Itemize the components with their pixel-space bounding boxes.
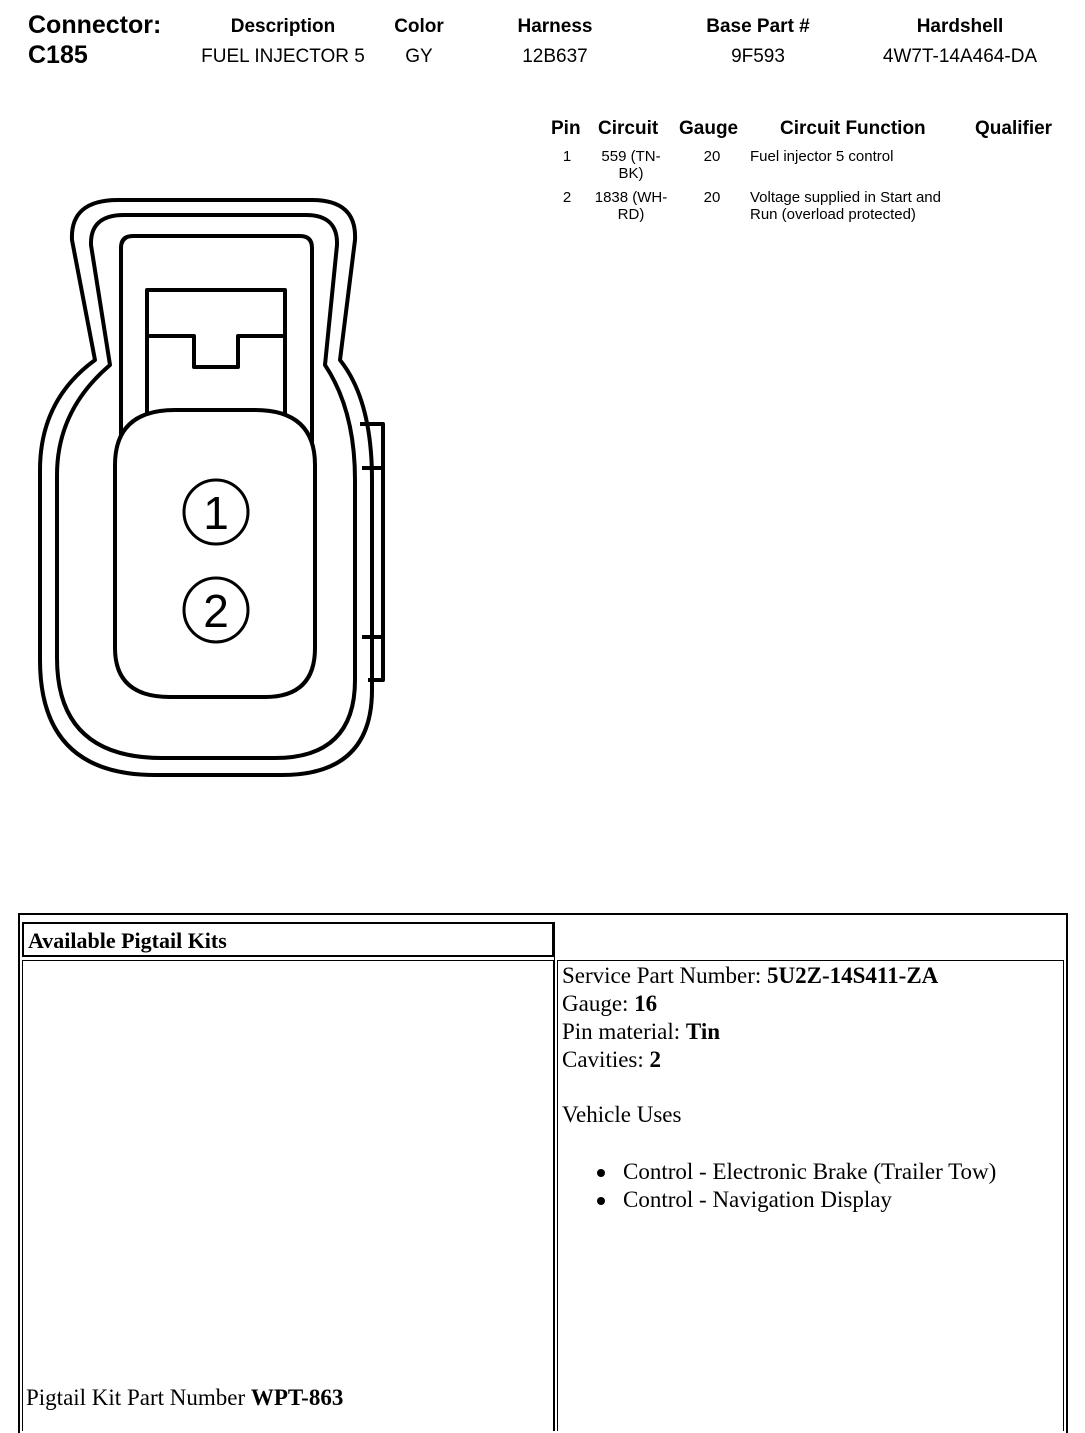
pin-header-function: Circuit Function (780, 118, 926, 139)
connector-heading (28, 10, 161, 70)
pin-function-line2: Run (overload protected) (750, 206, 916, 223)
pin-number: 2 (562, 189, 572, 206)
service-part-value: 5U2Z-14S411-ZA (767, 963, 939, 988)
cavities-value: 2 (649, 1047, 662, 1072)
pin-material-value: Tin (685, 1019, 721, 1044)
column-divider (554, 922, 555, 1431)
pin-circuit-line2: BK) (618, 165, 644, 182)
pin-2-label: 2 (203, 585, 229, 637)
value-base-part: 9F593 (731, 46, 785, 67)
pin-header-gauge: Gauge (679, 118, 739, 139)
list-item (562, 1186, 996, 1214)
cavities-label: Cavities: (562, 1047, 650, 1072)
pin-circuit (586, 189, 676, 223)
pin-face (115, 410, 315, 697)
gauge-value: 16 (634, 991, 658, 1016)
vehicle-uses-heading: Vehicle Uses (562, 1102, 682, 1127)
pin-number: 1 (562, 148, 572, 165)
service-part-number (562, 963, 938, 989)
pin-function (750, 189, 980, 223)
use-text: Control - Electronic Brake (Trailer Tow) (623, 1159, 997, 1184)
kit-pn-label: Pigtail Kit Part Number (26, 1385, 251, 1410)
service-part-label: Service Part Number: (562, 963, 768, 988)
gauge-label: Gauge: (562, 991, 635, 1016)
header-harness: Harness (517, 16, 593, 37)
use-text: Control - Navigation Display (623, 1187, 892, 1212)
pin-function-line1: Fuel injector 5 control (750, 148, 894, 165)
bullet-icon (597, 1169, 605, 1177)
connector-label: Connector: (28, 11, 162, 39)
lock-notch (147, 336, 285, 367)
pin-circuit (586, 148, 676, 182)
pin-material-label: Pin material: (562, 1019, 686, 1044)
value-description: FUEL INJECTOR 5 (201, 46, 365, 67)
pin-function-line1: Voltage supplied in Start and (750, 189, 941, 206)
pigtail-image-cell (22, 960, 554, 1431)
pin-material-line (562, 1019, 720, 1045)
pigtail-title: Available Pigtail Kits (28, 928, 227, 953)
pin-circuit-line1: 559 (TN- (601, 148, 661, 165)
list-item (562, 1158, 996, 1186)
pin-header-pin: Pin (551, 118, 581, 139)
cavities-line (562, 1047, 661, 1073)
value-color: GY (405, 46, 433, 67)
pin-circuit-line2: RD) (617, 206, 645, 223)
pin-gauge: 20 (703, 189, 721, 206)
pin-1-label: 1 (203, 487, 229, 539)
header-color: Color (394, 16, 444, 37)
kit-pn-value: WPT-863 (250, 1385, 344, 1410)
lock-tab-inner (147, 290, 285, 422)
connector-diagram (0, 180, 420, 800)
header-hardshell: Hardshell (916, 16, 1004, 37)
gauge-line (562, 991, 657, 1017)
vehicle-uses-list (562, 1158, 996, 1214)
value-hardshell: 4W7T-14A464-DA (882, 46, 1038, 67)
pigtail-kit-part-number (26, 1385, 343, 1411)
header-base-part: Base Part # (706, 16, 810, 37)
bullet-icon (597, 1197, 605, 1205)
connector-id: C185 (28, 41, 88, 69)
pin-gauge: 20 (703, 148, 721, 165)
pin-header-circuit: Circuit (598, 118, 659, 139)
header-description: Description (230, 16, 336, 37)
pin-header-qualifier: Qualifier (975, 118, 1053, 139)
value-harness: 12B637 (522, 46, 588, 67)
pigtail-title-box (22, 922, 554, 957)
pin-circuit-line1: 1838 (WH- (594, 189, 668, 206)
pin-function (750, 148, 980, 165)
